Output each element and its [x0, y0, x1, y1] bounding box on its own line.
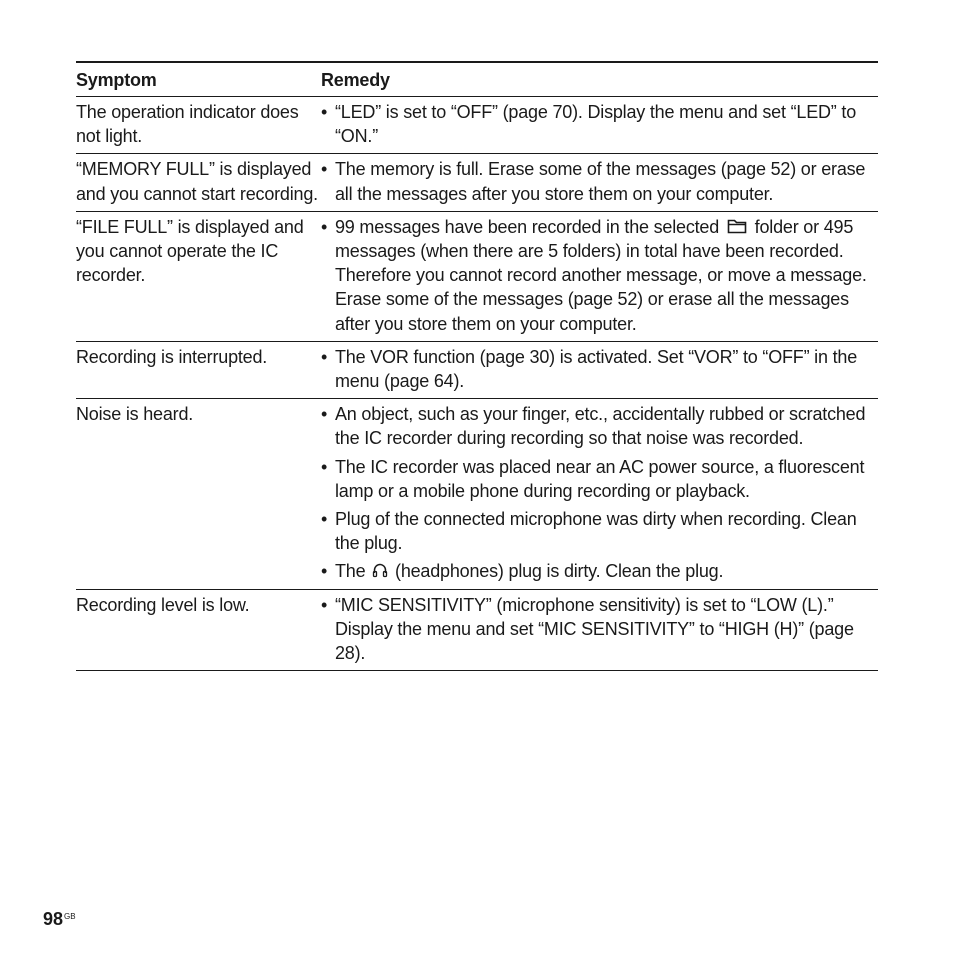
- page-region-suffix: GB: [64, 912, 76, 921]
- folder-icon: [727, 218, 747, 234]
- symptom-cell: “FILE FULL” is displayed and you cannot operate the IC recorder.: [76, 216, 304, 286]
- remedy-list: [321, 157, 878, 205]
- remedy-text: The IC recorder was placed near an AC power source, a fluorescent lamp or a mobile phone during recording or playback.: [335, 456, 865, 501]
- page-number-value: 98: [43, 909, 64, 929]
- table-row: [76, 590, 878, 672]
- symptom-cell: The operation indicator does not light.: [76, 102, 299, 147]
- bullet-marker: •: [321, 594, 328, 615]
- remedy-text: Plug of the connected microphone was dirty when recording. Clean the plug.: [335, 509, 857, 554]
- remedy-list: [321, 100, 878, 148]
- remedy-cell: [321, 100, 878, 148]
- remedy-item: [321, 215, 878, 336]
- remedy-text: An object, such as your finger, etc., accidentally rubbed or scratched the IC recorder during recording so that noise was recorded.: [335, 404, 866, 449]
- remedy-list: [321, 593, 878, 666]
- remedy-item: [321, 157, 878, 205]
- table-row: [76, 212, 878, 342]
- table-row: [76, 154, 878, 211]
- table-header-row: [76, 63, 878, 97]
- remedy-cell: [321, 593, 878, 666]
- remedy-item: [321, 593, 878, 666]
- remedy-text-before-icon: 99 messages have been recorded in the selected: [335, 216, 724, 237]
- remedy-item: [321, 455, 878, 503]
- table-row: [76, 342, 878, 399]
- symptom-cell: Noise is heard.: [76, 404, 194, 425]
- remedy-cell: [321, 402, 878, 583]
- remedy-cell: [321, 157, 878, 205]
- troubleshooting-table: [76, 61, 878, 671]
- remedy-item: [321, 345, 878, 393]
- remedy-text: The VOR function (page 30) is activated. Set “VOR” to “OFF” in the menu (page 64).: [335, 346, 858, 392]
- bullet-marker: •: [321, 216, 328, 237]
- remedy-list: [321, 402, 878, 583]
- page-number: [43, 909, 76, 930]
- remedy-list: [321, 345, 878, 393]
- remedy-text-after-icon: (headphones) plug is dirty. Clean the plug.: [390, 561, 724, 582]
- remedy-cell: [321, 345, 878, 393]
- remedy-text: The memory is full. Erase some of the messages (page 52) or erase all the messages after you store them on your computer.: [335, 159, 866, 204]
- symptom-cell: “MEMORY FULL” is displayed and you cannot start recording.: [76, 159, 318, 204]
- remedy-text-before-icon: The: [335, 561, 371, 582]
- headphones-icon: [372, 562, 388, 578]
- remedy-text-after-icon: folder or 495 messages (when there are 5 folders) in total have been recorded. Therefore you cannot record another message, or move a message. Erase some of the messages (page 52) or erase all the messages after you store them on your computer.: [335, 216, 867, 334]
- bullet-marker: •: [321, 456, 328, 477]
- bullet-marker: •: [321, 346, 328, 367]
- table-row: [76, 97, 878, 154]
- remedy-text: “LED” is set to “OFF” (page 70). Display the menu and set “LED” to “ON.”: [335, 102, 856, 147]
- bullet-marker: •: [321, 561, 328, 582]
- remedy-item: [321, 559, 878, 583]
- symptom-cell: Recording is interrupted.: [76, 346, 268, 367]
- symptom-column-header: Symptom: [76, 70, 157, 91]
- remedy-item: [321, 507, 878, 555]
- table-row: [76, 399, 878, 589]
- symptom-cell: Recording level is low.: [76, 594, 250, 615]
- remedy-text: “MIC SENSITIVITY” (microphone sensitivity) is set to “LOW (L).” Display the menu and set “MIC SENSITIVITY” to “HIGH (H)” (page 28).: [335, 594, 854, 664]
- bullet-marker: •: [321, 159, 328, 180]
- remedy-item: [321, 402, 878, 450]
- remedy-column-header: Remedy: [321, 70, 390, 91]
- remedy-list: [321, 215, 878, 336]
- bullet-marker: •: [321, 509, 328, 530]
- bullet-marker: •: [321, 102, 328, 122]
- bullet-marker: •: [321, 404, 328, 425]
- remedy-item: [321, 100, 878, 148]
- remedy-cell: [321, 215, 878, 336]
